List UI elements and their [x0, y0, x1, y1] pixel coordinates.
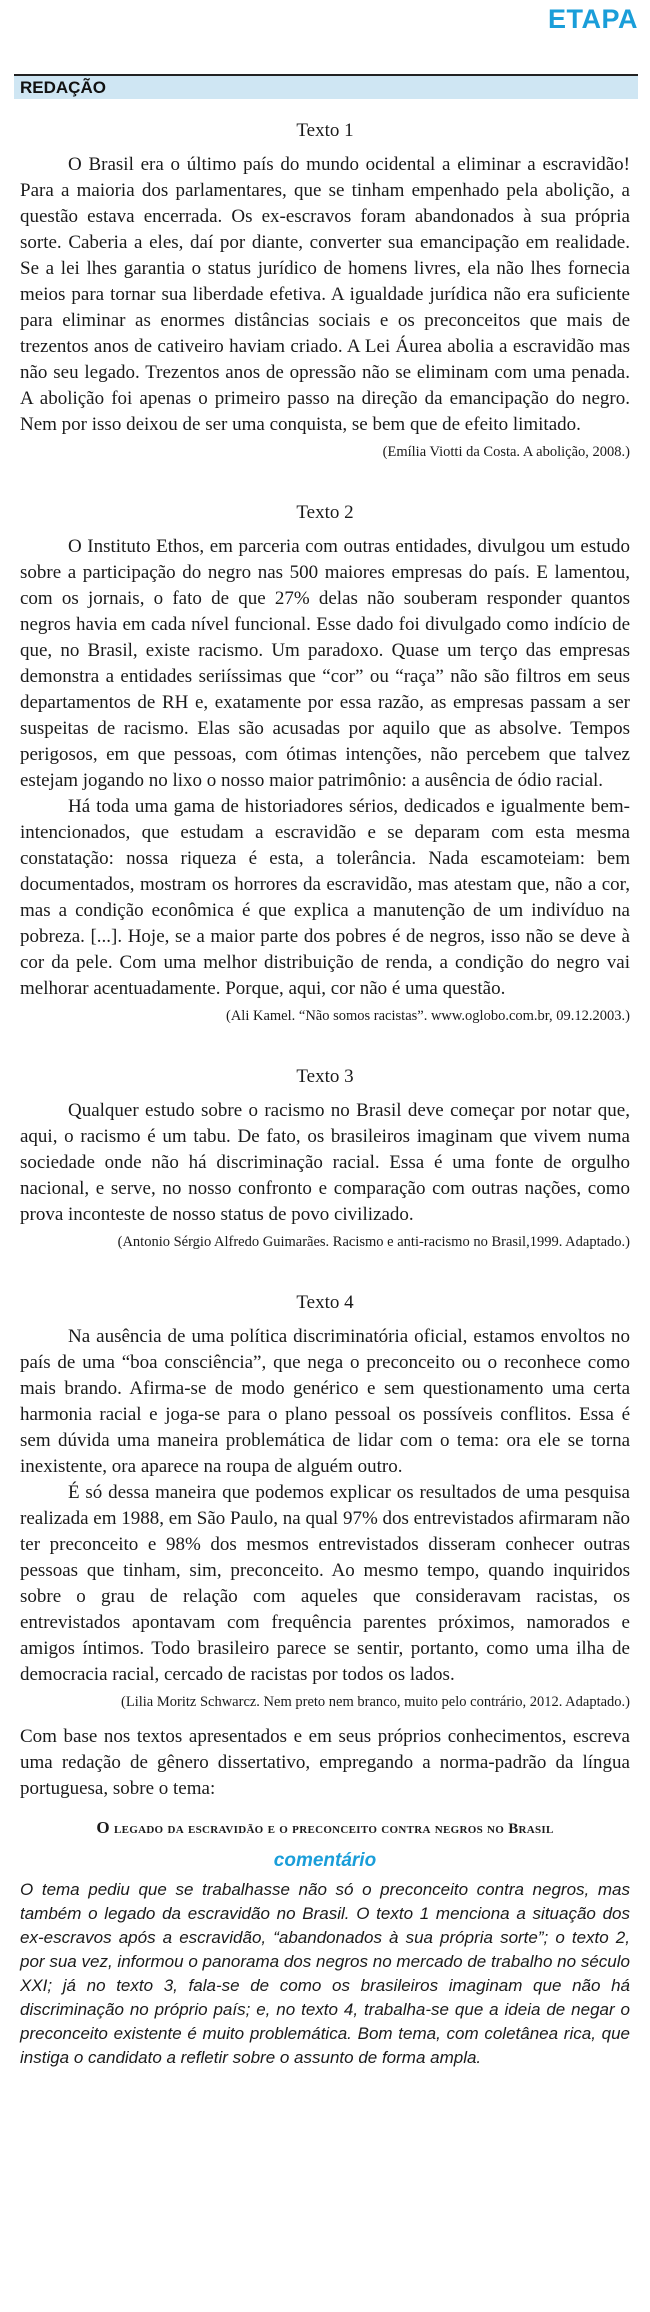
text-2-title: Texto 2 — [296, 502, 354, 523]
text-4-title: Texto 4 — [296, 1292, 354, 1313]
text-1-block — [20, 120, 630, 462]
essay-prompt: Com base nos textos apresentados e em seus próprios conhecimentos, escreva uma redação de gênero dissertativo, empregando a norma-padrão da língua portuguesa, sobre o tema: — [20, 1726, 630, 1799]
text-1-source: (Emília Viotti da Costa. A abolição, 2008.) — [382, 444, 630, 460]
text-2-source: (Ali Kamel. “Não somos racistas”. www.oglobo.com.br, 09.12.2003.) — [226, 1008, 630, 1024]
text-4-source: (Lilia Moritz Schwarcz. Nem preto nem branco, muito pelo contrário, 2012. Adaptado.) — [121, 1694, 630, 1710]
text-4-block — [20, 1292, 630, 1712]
text-2-block — [20, 502, 630, 1026]
section-header-bar — [14, 74, 638, 99]
content-column — [20, 120, 630, 2070]
text-4-paragraph-2: É só dessa maneira que podemos explicar os resultados de uma pesquisa realizada em 1988, em São Paulo, na qual 97% dos entrevistados afirmaram não ter preconceito e 98% dos mesmos entrevistados disseram conhecer outras pessoas que tinham, sim, preconceito. Ao mesmo tempo, quando inquiridos sobre o grau de relação com aqueles que consideravam racistas, os entrevistados apontavam com frequência parentes próximos, namorados e amigos íntimos. Todo brasileiro parece se sentir, portanto, como uma ilha de democracia racial, cercado de racistas por todos os lados. — [20, 1482, 630, 1685]
comment-title: comentário — [273, 1850, 377, 1871]
text-4-paragraph-1: Na ausência de uma política discriminatória oficial, estamos envoltos no país de uma “boa consciência”, que nega o preconceito ou o reconhece como mais brando. Afirma-se de modo genérico e sem questionamento uma certa harmonia racial e joga-se para o plano pessoal os possíveis conflitos. Essa é sem dúvida uma maneira problemática de lidar com o tema: ora ele se torna inexistente, ora aparece na roupa de alguém outro. — [20, 1326, 630, 1477]
text-3-title: Texto 3 — [296, 1066, 354, 1087]
comment-text: O tema pediu que se trabalhasse não só o preconceito contra negros, mas também o legado da escravidão no Brasil. O texto 1 menciona a situação dos ex-escravos após a escravidão, “abandonados à sua própria sorte”; o texto 2, por sua vez, informou o panorama dos negros no mercado de trabalho no século XXI; já no texto 3, fala-se de como os brasileiros imaginam que não há discriminação no próprio país; e, no texto 4, trabalha-se que a ideia de negar o preconceito existente é muito problemática. Bom tema, com coletânea rica, que instiga o candidato a refletir sobre o assunto de forma ampla. — [20, 1880, 630, 2067]
text-3-source: (Antonio Sérgio Alfredo Guimarães. Racismo e anti-racismo no Brasil,1999. Adaptado.) — [117, 1234, 630, 1250]
text-1-paragraph-1: O Brasil era o último país do mundo ocidental a eliminar a escravidão! Para a maioria dos parlamentares, que se tinham empenhado pela abolição, a questão estava encerrada. Os ex-escravos foram abandonados à sua própria sorte. Caberia a eles, daí por diante, converter sua emancipação em realidade. Se a lei lhes garantia o status jurídico de homens livres, ela não lhes fornecia meios para tornar sua liberdade efetiva. A igualdade jurídica não era suficiente para eliminar as enormes distâncias sociais e os preconceitos que mais de trezentos anos de cativeiro haviam criado. A Lei Áurea abolia a escravidão mas não seu legado. Trezentos anos de opressão não se eliminam com uma penada. A abolição foi apenas o primeiro passo na direção da emancipação do negro. Nem por isso deixou de ser uma conquista, se bem que de efeito limitado. — [20, 154, 630, 435]
section-title: REDAÇÃO — [20, 78, 106, 97]
text-2-paragraph-2: Há toda uma gama de historiadores sérios, dedicados e igualmente bem-intencionados, que estudam a escravidão e se deparam com esta mesma constatação: nossa riqueza é esta, a tolerância. Nada escamoteiam: bem documentados, mostram os horrores da escravidão, mas atestam que, não a cor, mas a condição econômica é que explica a manutenção de um indivíduo na pobreza. [...]. Hoje, se a maior parte dos pobres é de negros, isso não se deve à cor da pele. Com uma melhor distribuição de renda, a condição do negro vai melhorar acentuadamente. Porque, aqui, cor não é uma questão. — [20, 796, 630, 999]
text-1-title: Texto 1 — [296, 120, 354, 141]
text-2-paragraph-1: O Instituto Ethos, em parceria com outras entidades, divulgou um estudo sobre a participação do negro nas 500 maiores empresas do país. E lamentou, com os jornais, o fato de que 27% delas não souberam responder quantos negros havia em cada nível funcional. Esse dado foi divulgado como indício de que, no Brasil, existe racismo. Um paradoxo. Quase um terço das empresas demonstra a entidades seriíssimas que “cor” ou “raça” não são filtros em seus departamentos de RH e, exatamente por essa razão, as empresas passam a ser suspeitas de racismo. Elas são acusadas por aquilo que as absolve. Tempos perigosos, em que pessoas, com ótimas intenções, não percebem que talvez estejam jogando no lixo o nosso maior patrimônio: a ausência de ódio racial. — [20, 536, 630, 791]
text-3-paragraph-1: Qualquer estudo sobre o racismo no Brasil deve começar por notar que, aqui, o racismo é um tabu. De fato, os brasileiros imaginam que vivem numa sociedade onde não há discriminação racial. Essa é uma fonte de orgulho nacional, e serve, no nosso confronto e comparação com outras nações, como prova inconteste de nosso status de povo civilizado. — [20, 1100, 630, 1225]
text-3-block — [20, 1066, 630, 1252]
etapa-logo: ETAPA — [548, 4, 638, 34]
essay-theme: O legado da escravidão e o preconceito contra negros no Brasil — [96, 1818, 554, 1837]
